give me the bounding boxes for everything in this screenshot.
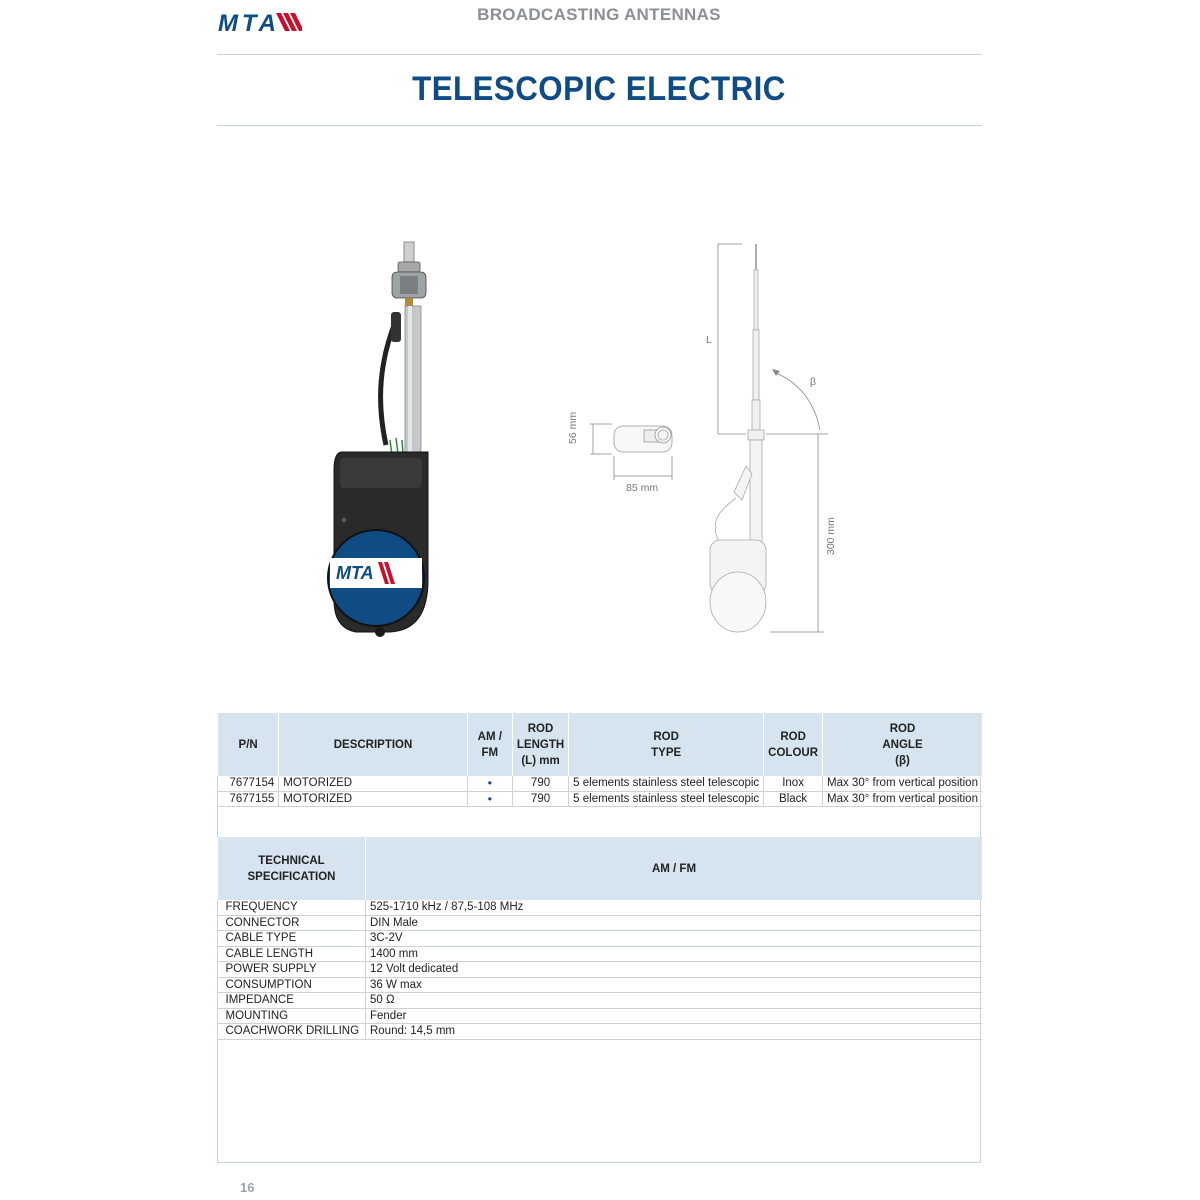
- spec-value: 12 Volt dedicated: [365, 962, 982, 978]
- table-row: [218, 962, 983, 978]
- svg-text:MTA: MTA: [218, 10, 276, 34]
- base-dimension-label: 300 mm: [825, 517, 837, 555]
- cell-colour: Inox: [764, 776, 823, 791]
- spec-label: CONNECTOR: [218, 915, 366, 931]
- cell-pn: 7677155: [218, 791, 279, 807]
- header-am-fm: AM / FM: [365, 837, 982, 900]
- spec-value: DIN Male: [365, 915, 982, 931]
- length-dimension-label: L: [706, 334, 712, 346]
- spec-value: Fender: [365, 1008, 982, 1024]
- spec-label: FREQUENCY: [218, 900, 366, 915]
- cell-colour: Black: [764, 791, 823, 807]
- table-row: [218, 791, 983, 807]
- antenna-product-photo: [320, 240, 440, 640]
- cell-pn: 7677154: [218, 776, 279, 791]
- badge-logo-text: MTA: [336, 563, 374, 583]
- cell-length: 790: [512, 776, 568, 791]
- spec-value: 3C-2V: [365, 931, 982, 947]
- spec-label: CONSUMPTION: [218, 977, 366, 993]
- table-row: [218, 977, 983, 993]
- header-pn: P/N: [218, 713, 279, 776]
- product-table: [217, 713, 982, 807]
- spec-value: Round: 14,5 mm: [365, 1024, 982, 1040]
- table-row: [218, 931, 983, 947]
- page-title: TELESCOPIC ELECTRIC: [412, 70, 786, 108]
- title-divider: [217, 125, 982, 126]
- table-row: [218, 1008, 983, 1024]
- spec-label: IMPEDANCE: [218, 993, 366, 1009]
- spec-label: CABLE TYPE: [218, 931, 366, 947]
- cell-length: 790: [512, 791, 568, 807]
- product-table-header: [218, 713, 983, 776]
- table-row: [218, 900, 983, 915]
- cell-type: 5 elements stainless steel telescopic: [569, 791, 764, 807]
- header-rod-angle: ROD ANGLE (β): [823, 713, 982, 776]
- table-row: [218, 993, 983, 1009]
- technical-drawing: [560, 230, 860, 650]
- spec-label: MOUNTING: [218, 1008, 366, 1024]
- spec-value: 50 Ω: [365, 993, 982, 1009]
- table-row: [218, 915, 983, 931]
- spec-table-header: [218, 837, 983, 900]
- section-title: BROADCASTING ANTENNAS: [477, 5, 721, 24]
- spec-value: 36 W max: [365, 977, 982, 993]
- spec-label: COACHWORK DRILLING: [218, 1024, 366, 1040]
- table-row: [218, 776, 983, 791]
- cell-description: MOTORIZED: [279, 776, 467, 791]
- header-divider: [217, 54, 982, 55]
- header-technical-specification: TECHNICAL SPECIFICATION: [218, 837, 366, 900]
- cell-description: MOTORIZED: [279, 791, 467, 807]
- table-row: [218, 946, 983, 962]
- header-band: AM / FM: [467, 713, 512, 776]
- spec-table: [217, 837, 982, 1040]
- header-rod-length: ROD LENGTH (L) mm: [512, 713, 568, 776]
- spec-label: CABLE LENGTH: [218, 946, 366, 962]
- height-dimension-label: 56 mm: [567, 411, 579, 444]
- cell-band: •: [467, 791, 512, 807]
- page-number: 16: [240, 1180, 255, 1195]
- cell-angle: Max 30° from vertical position: [823, 776, 982, 791]
- spec-label: POWER SUPPLY: [218, 962, 366, 978]
- header-rod-colour: ROD COLOUR: [764, 713, 823, 776]
- spec-value: 1400 mm: [365, 946, 982, 962]
- spec-value: 525-1710 kHz / 87,5-108 MHz: [365, 900, 982, 915]
- cell-band: •: [467, 776, 512, 791]
- header-rod-type: ROD TYPE: [569, 713, 764, 776]
- cell-type: 5 elements stainless steel telescopic: [569, 776, 764, 791]
- header-description: DESCRIPTION: [279, 713, 467, 776]
- table-row: [218, 1024, 983, 1040]
- width-dimension-label: 85 mm: [626, 482, 659, 494]
- cell-angle: Max 30° from vertical position: [823, 791, 982, 807]
- angle-dimension-label: β: [810, 376, 817, 388]
